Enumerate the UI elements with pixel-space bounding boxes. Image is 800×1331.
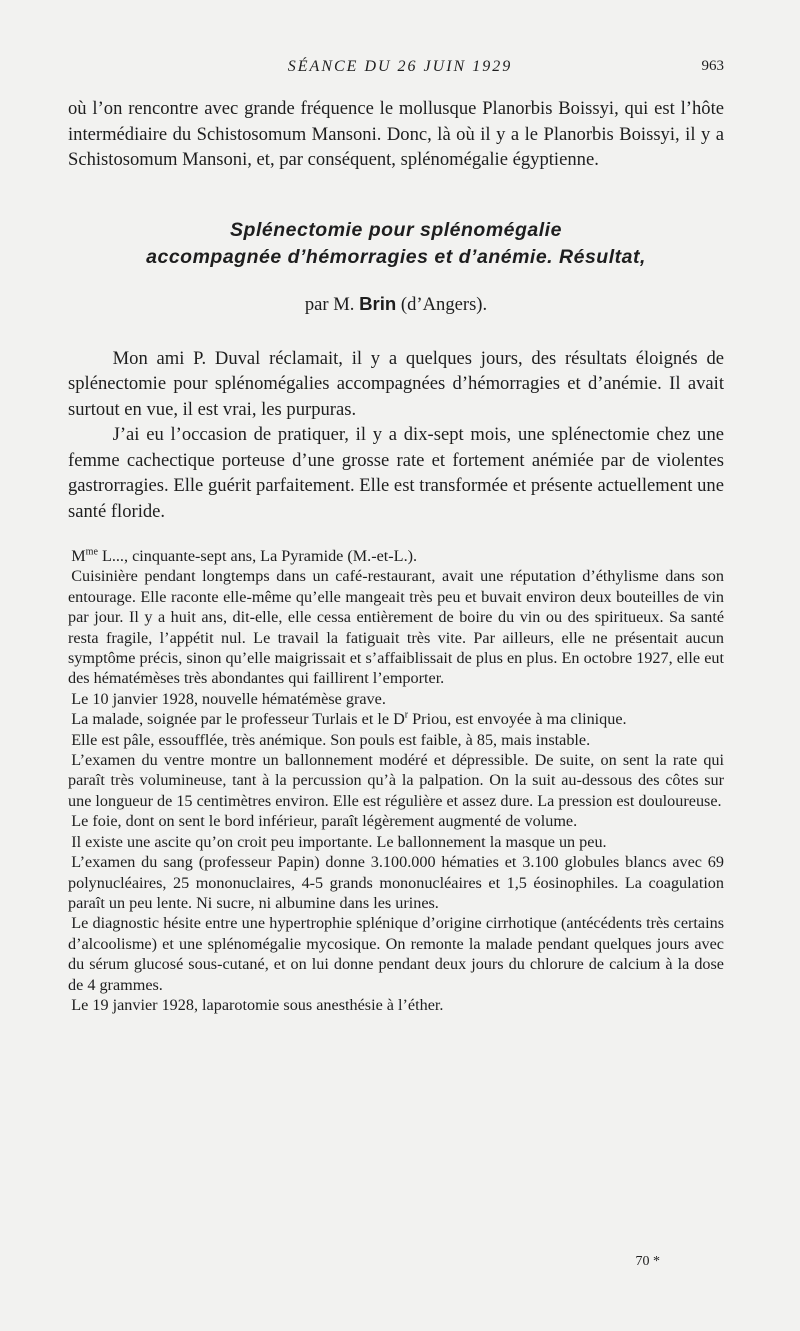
patient-description: L..., cinquante-sept ans, La Pyramide (M.-et-L.). bbox=[97, 547, 418, 565]
patient-prefix: M bbox=[71, 547, 86, 565]
page-header bbox=[0, 58, 800, 82]
case-paragraph: Le foie, dont on sent le bord inférieur, paraît légèrement augmenté de volume. bbox=[71, 812, 578, 831]
signature-mark: 70 * bbox=[635, 1254, 660, 1269]
byline-affiliation: (d’Angers). bbox=[400, 293, 488, 315]
doctor-superscript: r bbox=[404, 709, 409, 721]
lead-paragraph: Mon ami P. Duval réclamait, il y a quelques jours, des résultats éloignés de splénectomie pour splénomégalies accompagnées d’hémorragies et d’anémie. Il avait surtout en vue, il est vrai, les purpuras. bbox=[68, 347, 724, 420]
article-title-line-2: accompagnée d’hémorragies et d’anémie. Résultat, bbox=[146, 245, 646, 268]
page-content bbox=[68, 96, 724, 1015]
patient-superscript: me bbox=[85, 546, 98, 558]
case-paragraph: Il existe une ascite qu’on croit peu importante. Le ballonnement la masque un peu. bbox=[71, 832, 607, 851]
case-paragraph: Cuisinière pendant longtemps dans un café-restaurant, avait une réputation d’éthylisme dans son entourage. Elle raconte elle-même qu’elle mangeait très peu et buvait environ deux bouteilles de vin par jour. Il y a huit ans, dit-elle, elle cessa entièrement de boire du vin ou des spiritueux. Sa santé resta fragile, l’appétit nul. Le travail la fatiguait très vite. Par ailleurs, elle ne présentait aucun symptôme précis, sinon qu’elle maigrissait et s’affaiblissait de plus en plus. En octobre 1927, elle eut des hématémèses très abondantes qui faillirent l’emporter. bbox=[68, 567, 724, 688]
lead-section bbox=[68, 346, 724, 525]
article-byline bbox=[68, 293, 724, 316]
case-paragraph: Le diagnostic hésite entre une hypertrophie splénique d’origine cirrhotique (antécédents très certains d’alcoolisme) et une splénomégalie mycosique. On remonte la malade pendant quelques jours avec du sérum glucosé sous-cutané, et on lui donne pendant deux jours du chlorure de calcium à la dose de 4 grammes. bbox=[68, 914, 724, 994]
byline-author: Brin bbox=[359, 292, 397, 314]
case-paragraph: Elle est pâle, essoufflée, très anémique. Son pouls est faible, à 85, mais instable. bbox=[71, 730, 591, 749]
article-title bbox=[68, 217, 724, 271]
lead-paragraph: J’ai eu l’occasion de pratiquer, il y a dix-sept mois, une splénectomie chez une femme cachectique porteuse d’une grosse rate et fortement anémiée par de violentes gastrorragies. Elle guérit parfaitement. Elle est transformée et présente actuellement une santé floride. bbox=[68, 424, 724, 522]
byline-prefix: par M. bbox=[304, 293, 355, 315]
article-title-line-1: Splénectomie pour splénomégalie bbox=[230, 218, 562, 241]
case-paragraph: L’examen du sang (professeur Papin) donne 3.100.000 hématies et 3.100 globules blancs avec 69 polynucléaires, 25 mononuclaires, 4-5 grands mononucléaires et 1,5 éosinophiles. La coagulation paraît un peu lente. Ni sucre, ni albumine dans les urines. bbox=[68, 853, 724, 912]
case-paragraph: Le 19 janvier 1928, laparotomie sous anesthésie à l’éther. bbox=[71, 995, 444, 1014]
case-text: Priou, est envoyée à ma clinique. bbox=[408, 710, 627, 729]
case-paragraph: L’examen du ventre montre un ballonnement modéré et dépressible. De suite, on sent la rate qui paraît très volumineuse, tant à la percussion qu’à la palpation. On la suit au-dessous des côtes sur une longueur de 15 centimètres environ. Elle est régulière et assez dure. La pression est douloureuse. bbox=[68, 751, 724, 810]
case-patient-line bbox=[68, 546, 724, 566]
intro-section bbox=[68, 96, 724, 173]
case-report bbox=[68, 546, 724, 1015]
case-paragraph bbox=[68, 709, 724, 729]
page-number: 963 bbox=[701, 58, 724, 74]
case-paragraph: Le 10 janvier 1928, nouvelle hématémèse grave. bbox=[71, 689, 386, 708]
intro-paragraph: où l’on rencontre avec grande fréquence le mollusque Planorbis Boissyi, qui est l’hôte intermédiaire du Schistosomum Mansoni. Donc, là où il y a le Planorbis Boissyi, il y a Schistosomum Mansoni, et, par conséquent, splénomégalie égyptienne. bbox=[68, 98, 724, 170]
running-title: SÉANCE DU 26 JUIN 1929 bbox=[287, 58, 513, 75]
case-text: La malade, soignée par le professeur Turlais et le D bbox=[71, 710, 405, 729]
